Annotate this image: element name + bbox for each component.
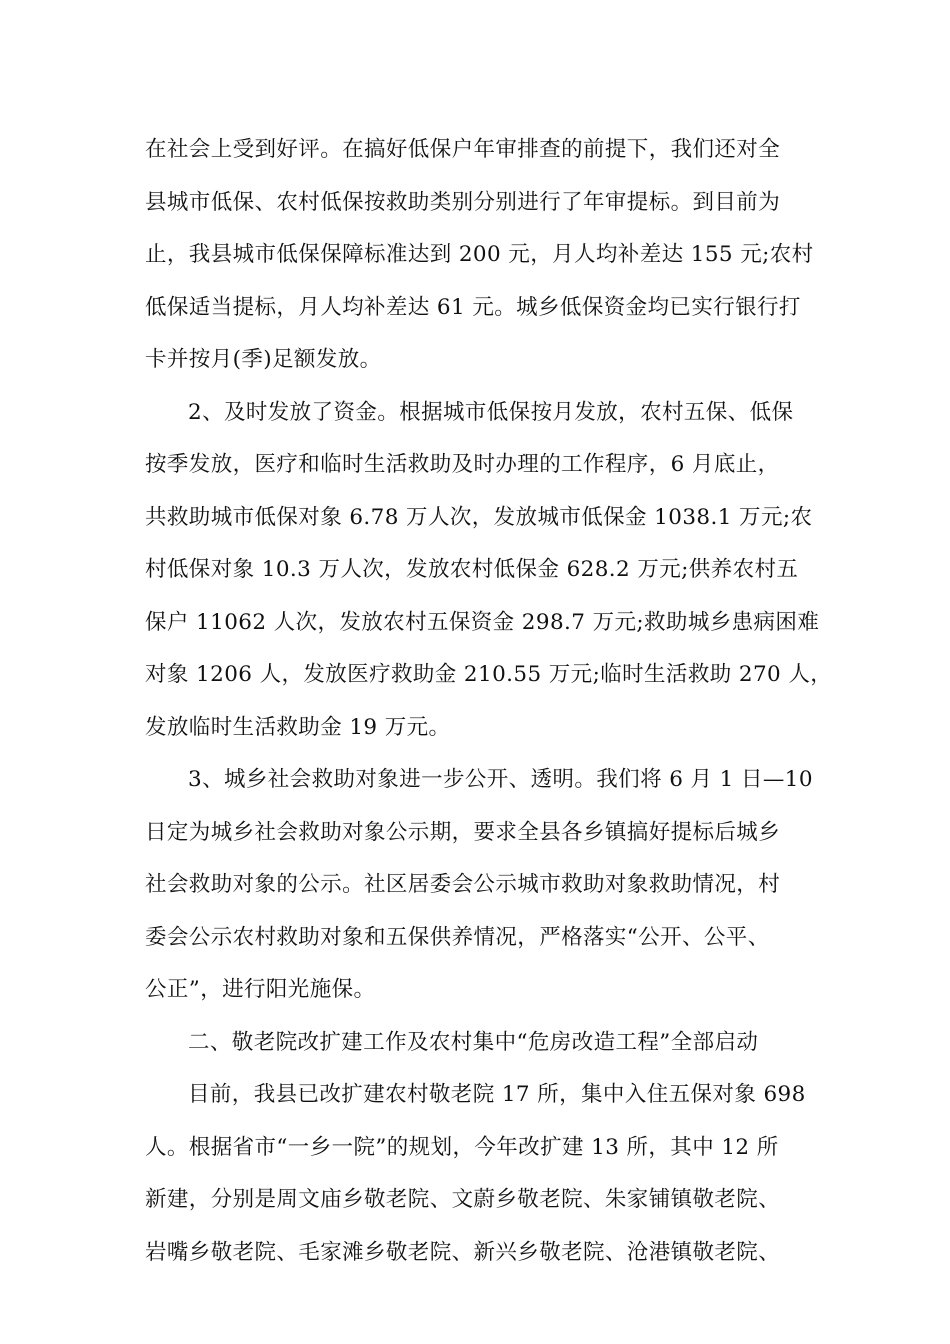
paragraph-start-line: 2、及时发放了资金。根据城市低保按月发放，农村五保、低保 [188,399,794,425]
section-heading: 二、敬老院改扩建工作及农村集中“危房改造工程”全部启动 [188,1029,759,1055]
text-line: 县城市低保、农村低保按救助类别分别进行了年审提标。到目前为 [145,189,781,215]
text-line: 共救助城市低保对象 6.78 万人次，发放城市低保金 1038.1 万元;农 [145,504,813,530]
text-line: 发放临时生活救助金 19 万元。 [145,714,451,740]
text-line: 保户 11062 人次，发放农村五保资金 298.7 万元;救助城乡患病困难 [145,609,820,635]
text-line: 社会救助对象的公示。社区居委会公示城市救助对象救助情况，村 [145,872,781,897]
text-line: 卡并按月(季)足额发放。 [145,347,382,372]
text-line: 公正”，进行阳光施保。 [145,977,376,1002]
text-line: 在社会上受到好评。在搞好低保户年审排查的前提下，我们还对全 [145,137,781,162]
text-line: 对象 1206 人，发放医疗救助金 210.55 万元;临时生活救助 270 人， [145,662,833,687]
paragraph-start-line: 3、城乡社会救助对象进一步公开、透明。我们将 6 月 1 日—10 [188,767,813,792]
text-line: 人。根据省市“一乡一院”的规划，今年改扩建 13 所，其中 12 所 [145,1134,779,1160]
document-body [145,124,833,1279]
text-line: 按季发放，医疗和临时生活救助及时办理的工作程序，6 月底止， [145,452,780,477]
text-line: 低保适当提标，月人均补差达 61 元。城乡低保资金均已实行银行打 [145,294,801,320]
text-line: 岩嘴乡敬老院、毛家滩乡敬老院、新兴乡敬老院、沧港镇敬老院、 [145,1239,781,1265]
text-line: 新建，分别是周文庙乡敬老院、文蔚乡敬老院、朱家铺镇敬老院、 [145,1187,781,1212]
text-line: 村低保对象 10.3 万人次，发放农村低保金 628.2 万元;供养农村五 [145,557,799,582]
text-line: 日定为城乡社会救助对象公示期，要求全县各乡镇搞好提标后城乡 [145,819,781,845]
text-line: 委会公示农村救助对象和五保供养情况，严格落实“公开、公平、 [145,924,770,950]
text-line: 止，我县城市低保保障标准达到 200 元，月人均补差达 155 元;农村 [145,242,814,267]
paragraph-start-line: 目前，我县已改扩建农村敬老院 17 所，集中入住五保对象 698 [188,1082,806,1107]
